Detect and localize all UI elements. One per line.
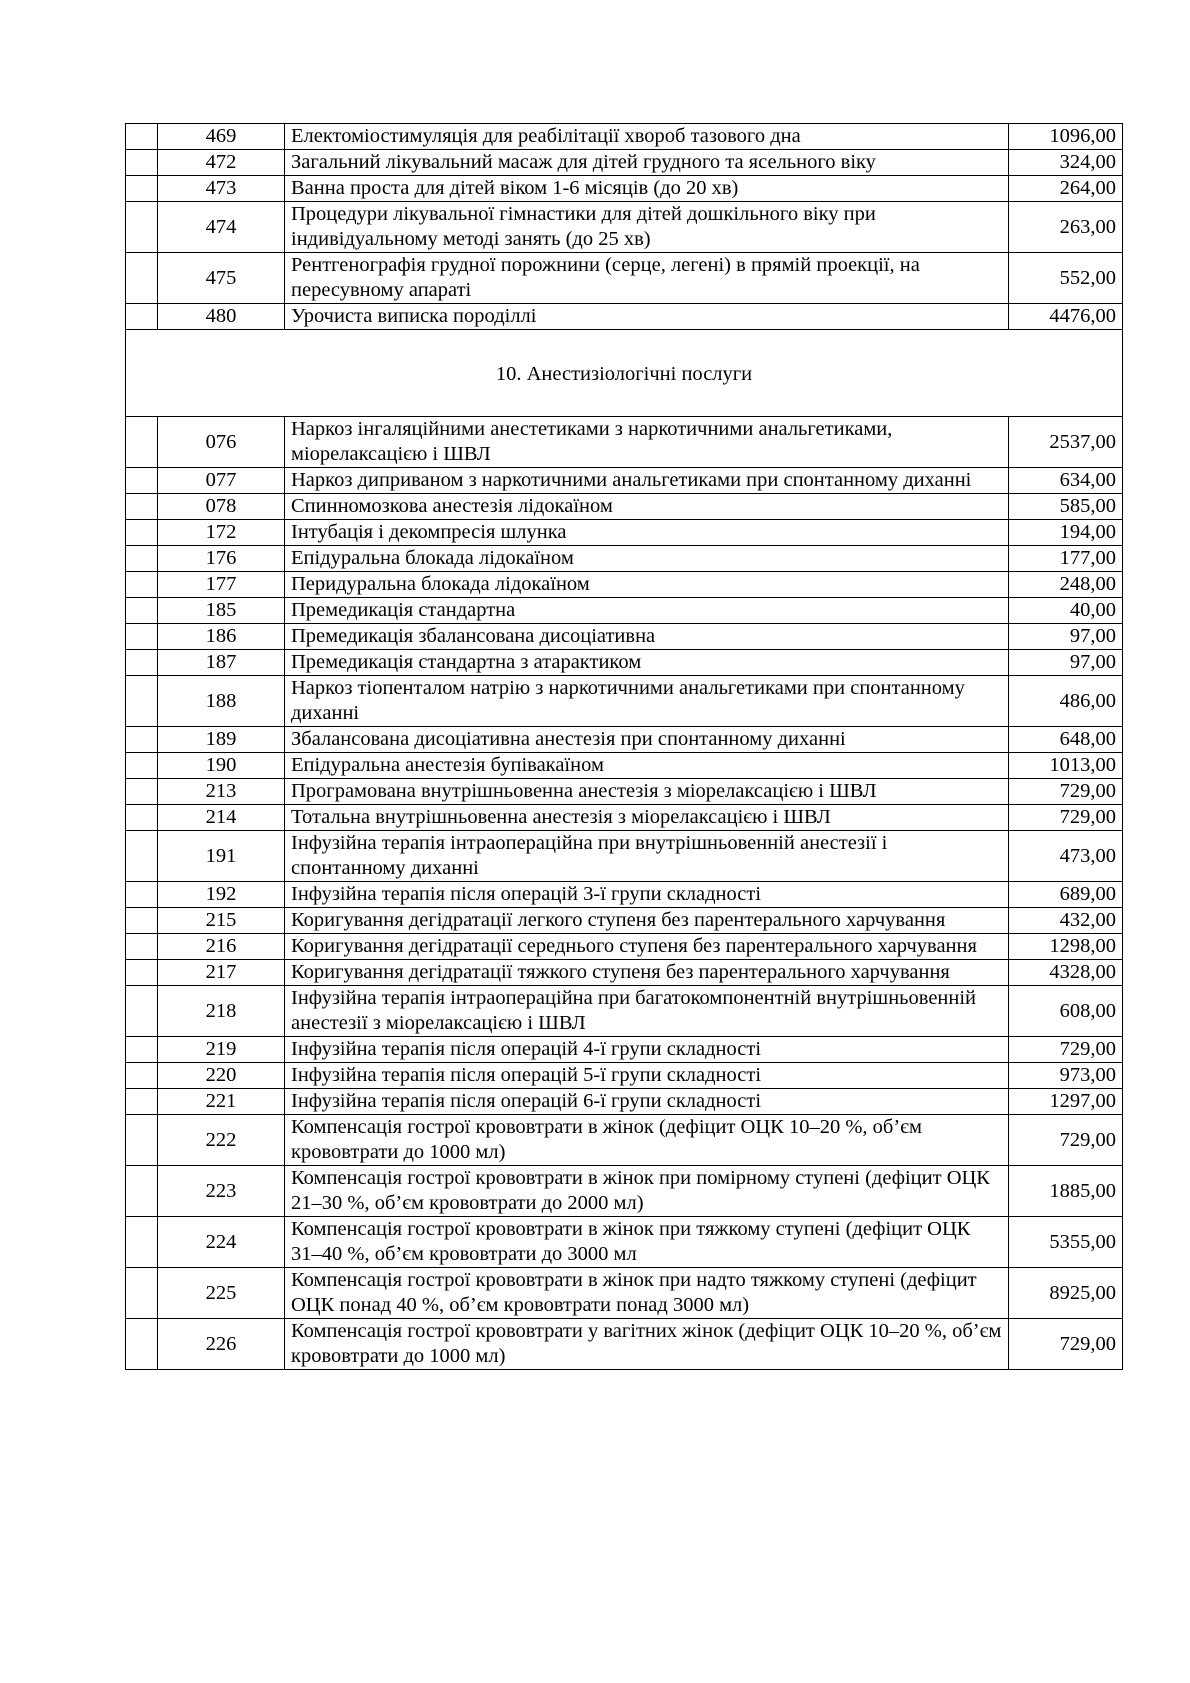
row-blank-cell (126, 520, 158, 546)
service-name: Компенсація гострої крововтрати в жінок при надто тяжкому ступені (дефіцит ОЦК понад 40 %, об’єм крововтрати понад 3000 мл) (285, 1268, 1009, 1319)
table-row (126, 202, 1123, 253)
service-code: 076 (158, 417, 285, 468)
row-blank-cell (126, 1089, 158, 1115)
row-blank-cell (126, 960, 158, 986)
service-price: 4476,00 (1009, 304, 1123, 330)
service-name: Епідуральна блокада лідокаїном (285, 546, 1009, 572)
service-price: 729,00 (1009, 1115, 1123, 1166)
table-row (126, 934, 1123, 960)
table-row (126, 520, 1123, 546)
service-name: Епідуральна анестезія бупівакаїном (285, 753, 1009, 779)
service-code: 472 (158, 150, 285, 176)
table-row (126, 572, 1123, 598)
section-title: 10. Анестизіологічні послуги (126, 330, 1123, 417)
table-row (126, 546, 1123, 572)
service-code: 221 (158, 1089, 285, 1115)
row-blank-cell (126, 753, 158, 779)
table-row (126, 1089, 1123, 1115)
service-name: Рентгенографія грудної порожнини (серце, легені) в прямій проекції, на пересувному апараті (285, 253, 1009, 304)
table-row (126, 1217, 1123, 1268)
table-row (126, 150, 1123, 176)
service-price: 634,00 (1009, 468, 1123, 494)
row-blank-cell (126, 805, 158, 831)
service-name: Тотальна внутрішньовенна анестезія з міорелаксацією і ШВЛ (285, 805, 1009, 831)
table-row (126, 960, 1123, 986)
service-name: Компенсація гострої крововтрати в жінок при тяжкому ступені (дефіцит ОЦК 31–40 %, об’єм крововтрати до 3000 мл (285, 1217, 1009, 1268)
service-name: Премедикація збалансована дисоціативна (285, 624, 1009, 650)
service-code: 219 (158, 1037, 285, 1063)
table-row (126, 882, 1123, 908)
service-code: 189 (158, 727, 285, 753)
row-blank-cell (126, 202, 158, 253)
table-row (126, 304, 1123, 330)
service-price: 5355,00 (1009, 1217, 1123, 1268)
table-row (126, 831, 1123, 882)
section-header-row (126, 330, 1123, 417)
service-name: Наркоз диприваном з наркотичними анальгетиками при спонтанному диханні (285, 468, 1009, 494)
service-price: 2537,00 (1009, 417, 1123, 468)
service-name: Інфузійна терапія після операцій 6-ї групи складності (285, 1089, 1009, 1115)
service-code: 220 (158, 1063, 285, 1089)
service-name: Збалансована дисоціативна анестезія при спонтанному диханні (285, 727, 1009, 753)
service-price: 432,00 (1009, 908, 1123, 934)
row-blank-cell (126, 304, 158, 330)
service-code: 078 (158, 494, 285, 520)
service-name: Перидуральна блокада лідокаїном (285, 572, 1009, 598)
row-blank-cell (126, 546, 158, 572)
service-price: 1096,00 (1009, 124, 1123, 150)
service-price: 97,00 (1009, 624, 1123, 650)
service-code: 188 (158, 676, 285, 727)
service-price: 608,00 (1009, 986, 1123, 1037)
service-code: 222 (158, 1115, 285, 1166)
row-blank-cell (126, 1268, 158, 1319)
service-code: 475 (158, 253, 285, 304)
service-price: 8925,00 (1009, 1268, 1123, 1319)
service-name: Коригування дегідратації тяжкого ступеня без парентерального харчування (285, 960, 1009, 986)
service-name: Інтубація і декомпресія шлунка (285, 520, 1009, 546)
row-blank-cell (126, 1217, 158, 1268)
service-code: 218 (158, 986, 285, 1037)
table-row (126, 650, 1123, 676)
service-code: 192 (158, 882, 285, 908)
table-body-top (126, 124, 1123, 330)
table-row (126, 986, 1123, 1037)
service-price: 263,00 (1009, 202, 1123, 253)
table-row (126, 1037, 1123, 1063)
service-price: 552,00 (1009, 253, 1123, 304)
service-name: Коригування дегідратації середнього ступеня без парентерального харчування (285, 934, 1009, 960)
table-row (126, 124, 1123, 150)
row-blank-cell (126, 779, 158, 805)
table-row (126, 468, 1123, 494)
service-name: Програмована внутрішньовенна анестезія з міорелаксацією і ШВЛ (285, 779, 1009, 805)
service-code: 215 (158, 908, 285, 934)
table-row (126, 176, 1123, 202)
service-price: 473,00 (1009, 831, 1123, 882)
row-blank-cell (126, 831, 158, 882)
service-code: 177 (158, 572, 285, 598)
table-row (126, 598, 1123, 624)
table-row (126, 805, 1123, 831)
row-blank-cell (126, 650, 158, 676)
service-price: 40,00 (1009, 598, 1123, 624)
service-code: 190 (158, 753, 285, 779)
service-price: 1297,00 (1009, 1089, 1123, 1115)
row-blank-cell (126, 494, 158, 520)
service-name: Премедикація стандартна (285, 598, 1009, 624)
service-code: 185 (158, 598, 285, 624)
row-blank-cell (126, 572, 158, 598)
service-code: 223 (158, 1166, 285, 1217)
service-price: 689,00 (1009, 882, 1123, 908)
table-row (126, 1166, 1123, 1217)
table-row (126, 494, 1123, 520)
service-price: 729,00 (1009, 805, 1123, 831)
service-name: Спинномозкова анестезія лідокаїном (285, 494, 1009, 520)
row-blank-cell (126, 598, 158, 624)
table-row (126, 676, 1123, 727)
row-blank-cell (126, 150, 158, 176)
row-blank-cell (126, 1115, 158, 1166)
row-blank-cell (126, 253, 158, 304)
table-row (126, 1063, 1123, 1089)
row-blank-cell (126, 934, 158, 960)
service-code: 077 (158, 468, 285, 494)
service-code: 176 (158, 546, 285, 572)
row-blank-cell (126, 1037, 158, 1063)
table-row (126, 1319, 1123, 1370)
service-name: Електоміостимуляція для реабілітації хвороб тазового дна (285, 124, 1009, 150)
service-price: 973,00 (1009, 1063, 1123, 1089)
row-blank-cell (126, 727, 158, 753)
service-price: 177,00 (1009, 546, 1123, 572)
row-blank-cell (126, 124, 158, 150)
service-price: 585,00 (1009, 494, 1123, 520)
service-code: 213 (158, 779, 285, 805)
service-name: Інфузійна терапія інтраопераційна при багатокомпонентній внутрішньовенній анестезії з міорелаксацією і ШВЛ (285, 986, 1009, 1037)
service-name: Коригування дегідратації легкого ступеня без парентерального харчування (285, 908, 1009, 934)
service-price: 324,00 (1009, 150, 1123, 176)
service-price: 1298,00 (1009, 934, 1123, 960)
table-row (126, 417, 1123, 468)
service-name: Компенсація гострої крововтрати у вагітних жінок (дефіцит ОЦК 10–20 %, об’єм крововтрати до 1000 мл) (285, 1319, 1009, 1370)
service-name: Наркоз тіопенталом натрію з наркотичними анальгетиками при спонтанному диханні (285, 676, 1009, 727)
service-name: Інфузійна терапія після операцій 3-ї групи складності (285, 882, 1009, 908)
price-table (125, 123, 1123, 1370)
service-code: 225 (158, 1268, 285, 1319)
service-code: 191 (158, 831, 285, 882)
service-code: 473 (158, 176, 285, 202)
table-row (126, 1115, 1123, 1166)
table-row (126, 779, 1123, 805)
service-name: Процедури лікувальної гімнастики для дітей дошкільного віку при індивідуальному методі занять (до 25 хв) (285, 202, 1009, 253)
service-price: 1885,00 (1009, 1166, 1123, 1217)
table-row (126, 1268, 1123, 1319)
row-blank-cell (126, 676, 158, 727)
service-price: 486,00 (1009, 676, 1123, 727)
service-price: 4328,00 (1009, 960, 1123, 986)
row-blank-cell (126, 986, 158, 1037)
table-row (126, 253, 1123, 304)
service-code: 224 (158, 1217, 285, 1268)
table-body-bottom (126, 417, 1123, 1370)
service-name: Премедикація стандартна з атарактиком (285, 650, 1009, 676)
row-blank-cell (126, 1063, 158, 1089)
row-blank-cell (126, 624, 158, 650)
table-row (126, 908, 1123, 934)
section-header-body (126, 330, 1123, 417)
row-blank-cell (126, 882, 158, 908)
service-code: 186 (158, 624, 285, 650)
service-name: Загальний лікувальний масаж для дітей грудного та ясельного віку (285, 150, 1009, 176)
service-code: 172 (158, 520, 285, 546)
service-name: Ванна проста для дітей віком 1-6 місяців (до 20 хв) (285, 176, 1009, 202)
service-price: 248,00 (1009, 572, 1123, 598)
service-code: 480 (158, 304, 285, 330)
service-name: Урочиста виписка породіллі (285, 304, 1009, 330)
service-name: Наркоз інгаляційними анестетиками з наркотичними анальгетиками, міорелаксацією і ШВЛ (285, 417, 1009, 468)
service-code: 469 (158, 124, 285, 150)
service-price: 648,00 (1009, 727, 1123, 753)
service-name: Інфузійна терапія після операцій 5-ї групи складності (285, 1063, 1009, 1089)
service-code: 226 (158, 1319, 285, 1370)
row-blank-cell (126, 176, 158, 202)
service-code: 216 (158, 934, 285, 960)
service-code: 187 (158, 650, 285, 676)
table-row (126, 624, 1123, 650)
service-price: 729,00 (1009, 1319, 1123, 1370)
row-blank-cell (126, 1319, 158, 1370)
service-code: 474 (158, 202, 285, 253)
table-row (126, 753, 1123, 779)
row-blank-cell (126, 468, 158, 494)
row-blank-cell (126, 1166, 158, 1217)
service-name: Інфузійна терапія інтраопераційна при внутрішньовенній анестезії і спонтанному диханні (285, 831, 1009, 882)
service-price: 97,00 (1009, 650, 1123, 676)
service-price: 194,00 (1009, 520, 1123, 546)
row-blank-cell (126, 417, 158, 468)
service-price: 264,00 (1009, 176, 1123, 202)
service-price: 729,00 (1009, 779, 1123, 805)
service-code: 217 (158, 960, 285, 986)
service-code: 214 (158, 805, 285, 831)
service-price: 729,00 (1009, 1037, 1123, 1063)
row-blank-cell (126, 908, 158, 934)
service-name: Компенсація гострої крововтрати в жінок при помірному ступені (дефіцит ОЦК 21–30 %, об’єм крововтрати до 2000 мл) (285, 1166, 1009, 1217)
service-price: 1013,00 (1009, 753, 1123, 779)
table-row (126, 727, 1123, 753)
service-name: Компенсація гострої крововтрати в жінок (дефіцит ОЦК 10–20 %, об’єм крововтрати до 1000 мл) (285, 1115, 1009, 1166)
service-name: Інфузійна терапія після операцій 4-ї групи складності (285, 1037, 1009, 1063)
